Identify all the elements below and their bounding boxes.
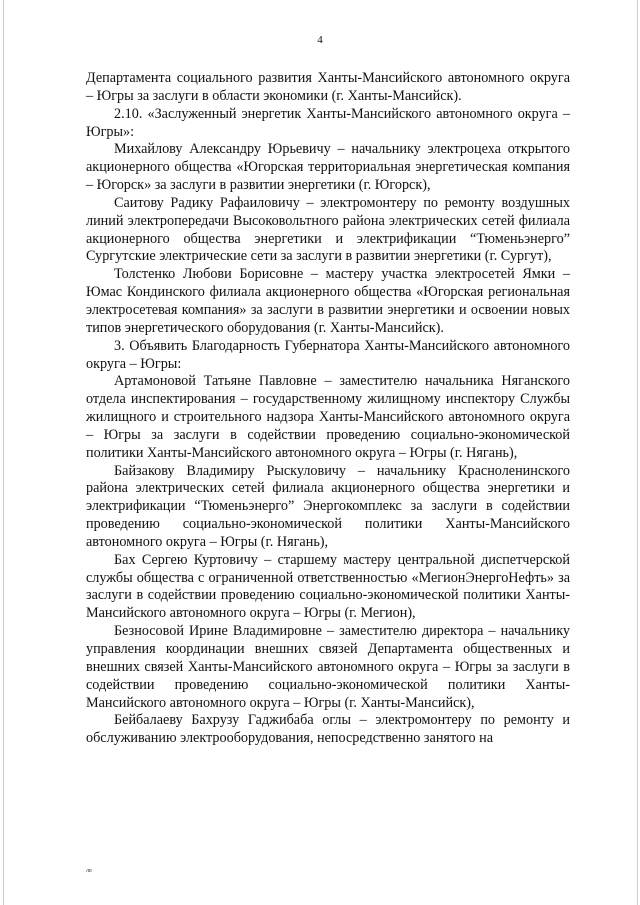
scan-edge-left bbox=[3, 0, 4, 905]
footer-mark: лв bbox=[86, 868, 92, 874]
paragraph-awardee-mikhailov: Михайлову Александру Юрьевичу – начальнику электроцеха открытого акционерного общества «Югорская территориальная энергетическая компания – Югорск» за заслуги в развитии энергетики (г. Югорск), bbox=[86, 141, 570, 194]
paragraph-awardee-beibalaev: Бейбалаеву Бахрузу Гаджибаба оглы – электромонтеру по ремонту и обслуживанию электрооборудования, непосредственно занятого на bbox=[86, 712, 570, 747]
paragraph-continuation: Департамента социального развития Ханты-Мансийского автономного округа – Югры за заслуги в области экономики (г. Ханты-Мансийск). bbox=[86, 70, 570, 104]
scan-edge-right bbox=[637, 0, 638, 905]
paragraph-awardee-bakh: Бах Сергею Куртовичу – старшему мастеру центральной диспетчерской службы общества с ограниченной ответственностью «МегионЭнергоНефть» за заслуги в содействии проведению социально-экономической политики Ханты-Мансийского автономного округа – Югры (г. Мегион), bbox=[86, 551, 570, 622]
paragraph-awardee-saitov: Саитову Радику Рафаиловичу – электромонтеру по ремонту воздушных линий электропередачи Высоковольтного района электрических сетей филиала акционерного общества энергетики и электрификации “Тюменьэнерго” Сургутские электрические сети за заслуги в развитии энергетики (г. Сургут), bbox=[86, 194, 570, 265]
document-body bbox=[86, 70, 570, 748]
paragraph-awardee-artamonova: Артамоновой Татьяне Павловне – заместителю начальника Няганского отдела инспектирования – государственному жилищному инспектору Службы жилищного и строительного надзора Ханты-Мансийского автономного округа – Югры за заслуги в содействии проведению социально-экономической политики Ханты-Мансийского автономного округа – Югры (г. Нягань), bbox=[86, 373, 570, 461]
paragraph-awardee-baizakov: Байзакову Владимиру Рыскуловичу – начальнику Красноленинского района электрических сетей филиала акционерного общества энергетики и электрификации “Тюменьэнерго” Энергокомплекс за заслуги в содействии проведению социально-экономической политики Ханты-Мансийского автономного округа – Югры (г. Нягань), bbox=[86, 462, 570, 550]
paragraph-award-title: 2.10. «Заслуженный энергетик Ханты-Мансийского автономного округа – Югры»: bbox=[86, 105, 570, 140]
paragraph-awardee-beznosova: Безносовой Ирине Владимировне – заместителю директора – начальнику управления координации внешних связей Департамента общественных и внешних связей Ханты-Мансийского автономного округа – Югры за заслуги в содействии проведению социально-экономической политики Ханты-Мансийского автономного округа – Югры (г. Ханты-Мансийск), bbox=[86, 623, 570, 711]
paragraph-awardee-tolstenko: Толстенко Любови Борисовне – мастеру участка электросетей Ямки – Юмас Кондинского филиала акционерного общества «Югорская региональная электросетевая компания» за заслуги в развитии энергетики и освоении новых типов энергетического оборудования (г. Ханты-Мансийск). bbox=[86, 266, 570, 336]
page-number: 4 bbox=[317, 34, 323, 46]
paragraph-section-3-heading: 3. Объявить Благодарность Губернатора Ханты-Мансийского автономного округа – Югры: bbox=[86, 337, 570, 372]
